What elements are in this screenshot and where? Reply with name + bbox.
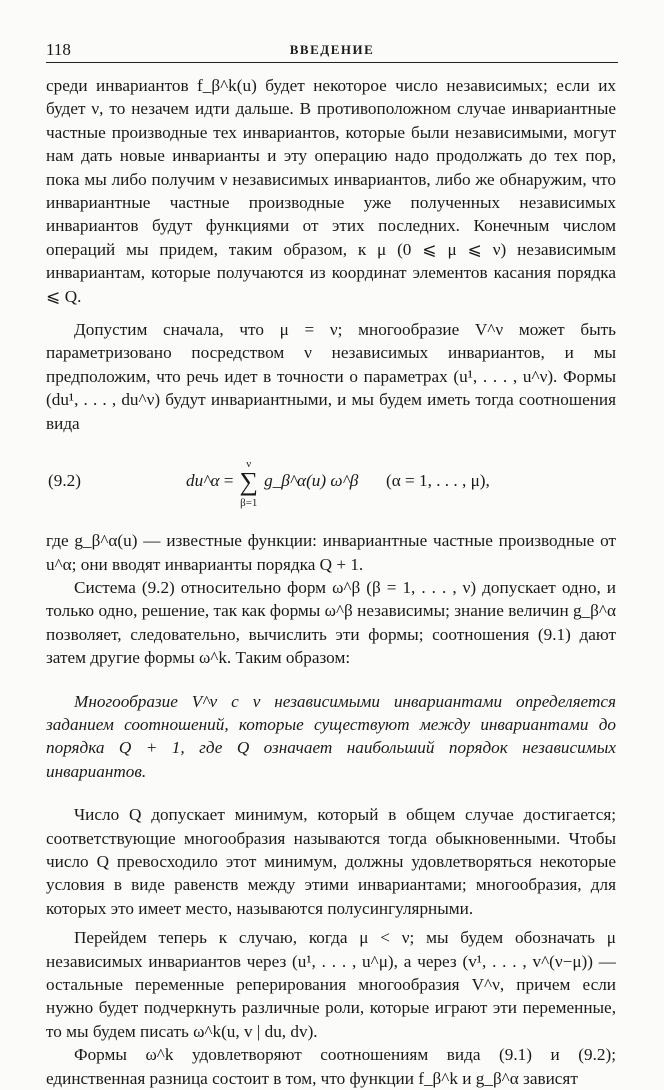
- equation-9-2: [46, 449, 616, 515]
- page-number: 118: [46, 40, 71, 59]
- equation-range: (α = 1, . . . , μ),: [386, 471, 490, 491]
- paragraph-1: среди инвариантов f_β^k(u) будет некоторое число независимых; если их будет ν, то незачем идти дальше. В противоположном случае инвариантные частные производные тех инвариантов, которые были независимыми, могут нам дать новые инварианты и эту операцию надо продолжать до тех пор, пока мы либо получим ν независимых инвариантов, либо же обнаружим, что инвариантные частные производные уже полученных независимых инвариантов будут функциями от этих последних. Конечным числом операций мы придем, таким образом, к μ (0 ⩽ μ ⩽ ν) независимым инвариантам, которые получаются из координат элементов касания порядка ⩽ Q.: [46, 76, 616, 306]
- equation-lhs: du^α: [186, 471, 220, 491]
- running-title: ВВЕДЕНИЕ: [289, 42, 375, 57]
- equation-rhs: g_β^α(u) ω^β: [264, 471, 359, 491]
- paragraph-3: где g_β^α(u) — известные функции: инвариантные частные производные от u^α; они вводят инварианты порядка Q + 1.: [46, 531, 616, 574]
- equation-body: du^α = ν ∑ β=1 g_β^α(u) ω^β: [186, 458, 359, 510]
- theorem-statement: Многообразие V^ν с ν независимыми инвариантами определяется заданием соотношений, которые существуют между инвариантами до порядка Q + 1, где Q означает наибольший порядок независимых инвариантов.: [46, 691, 616, 781]
- sum-symbol: ν ∑ β=1: [238, 469, 260, 495]
- paragraph-2: Допустим сначала, что μ = ν; многообразие V^ν может быть параметризовано посредством ν независимых инвариантов, и мы предположим, что речь идет в точности о параметрах (u¹, . . . , u^ν). Формы (du¹, . . . , du^ν) будут инвариантными, и мы будем иметь тогда соотношения вида: [46, 320, 616, 433]
- sum-lower-limit: β=1: [240, 497, 258, 510]
- paragraph-4: Система (9.2) относительно форм ω^β (β = 1, . . . , ν) допускает одно, и только одно, решение, так как формы ω^β независимы; знание величин g_β^α позволяет, следовательно, вычислить эти формы; соотношения (9.1) дают затем другие формы ω^k. Таким образом:: [46, 577, 616, 668]
- paragraph-6: Перейдем теперь к случаю, когда μ < ν; мы будем обозначать μ независимых инвариантов через (u¹, . . . , u^μ), а через (v¹, . . . , v^(ν−μ)) — остальные переменные реперирования многообразия V^ν, причем если нужно будет подчеркнуть различные роли, которые играют эти переменные, то мы будем писать ω^k(u, v | du, dv).: [46, 928, 616, 1041]
- paragraph-5: Число Q допускает минимум, который в общем случае достигается; соответствующие многообразия называются тогда обыкновенными. Чтобы число Q превосходило этот минимум, должны удовлетворяться некоторые условия в виде равенств между этими инвариантами; многообразия, для которых это имеет место, называются полусингулярными.: [46, 805, 616, 918]
- paragraph-7: Формы ω^k удовлетворяют соотношениям вида (9.1) и (9.2); единственная разница состоит в том, что функции f_β^k и g_β^α зависят: [46, 1045, 616, 1088]
- equation-number: (9.2): [48, 471, 81, 491]
- page-body: [46, 74, 616, 1090]
- page-header: [46, 38, 618, 63]
- sum-upper-limit: ν: [246, 458, 252, 471]
